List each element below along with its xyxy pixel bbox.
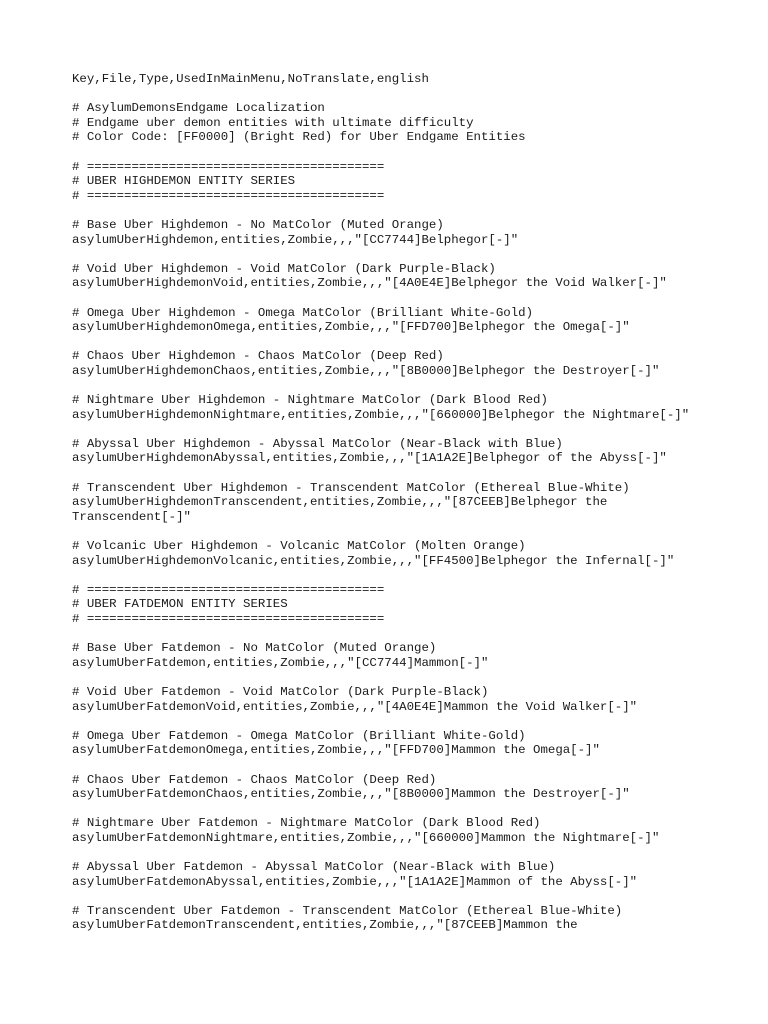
blank-line [72,714,712,729]
comment-line: # UBER FATDEMON ENTITY SERIES [72,597,288,612]
comment-line: # AsylumDemonsEndgame Localization [72,101,325,116]
comment-line: # Void Uber Highdemon - Void MatColor (Dark Purple-Black) [72,261,496,276]
data-row: asylumUberHighdemon,entities,Zombie,,,"[CC7744]Belphegor[-]" [72,232,519,247]
data-row: asylumUberFatdemonAbyssal,entities,Zombie,,,"[1A1A2E]Mammon of the Abyss[-]" [72,874,638,889]
comment-line: # ======================================== [72,188,385,203]
blank-line [72,145,712,160]
comment-line: # Chaos Uber Highdemon - Chaos MatColor (Deep Red) [72,349,444,364]
comment-line: # Omega Uber Fatdemon - Omega MatColor (Brilliant White-Gold) [72,728,526,743]
blank-line [72,568,712,583]
blank-line [72,335,712,350]
blank-line [72,87,712,102]
blank-line [72,247,712,262]
data-row: asylumUberHighdemonAbyssal,entities,Zombie,,,"[1A1A2E]Belphegor of the Abyss[-]" [72,451,667,466]
blank-line [72,422,712,437]
blank-line [72,802,712,817]
comment-line: # Transcendent Uber Highdemon - Transcendent MatColor (Ethereal Blue-White) [72,480,630,495]
blank-line [72,670,712,685]
comment-line: # ======================================== [72,611,385,626]
data-row: asylumUberHighdemonOmega,entities,Zombie,,,"[FFD700]Belphegor the Omega[-]" [72,320,630,335]
data-row: asylumUberHighdemonChaos,entities,Zombie,,,"[8B0000]Belphegor the Destroyer[-]" [72,363,660,378]
data-row: asylumUberFatdemonChaos,entities,Zombie,,,"[8B0000]Mammon the Destroyer[-]" [72,787,630,802]
comment-line: # Base Uber Highdemon - No MatColor (Muted Orange) [72,217,444,232]
data-row: asylumUberFatdemonVoid,entities,Zombie,,,"[4A0E4E]Mammon the Void Walker[-]" [72,699,638,714]
comment-line: # Volcanic Uber Highdemon - Volcanic MatColor (Molten Orange) [72,539,526,553]
blank-line [72,627,712,642]
data-row: asylumUberHighdemonVoid,entities,Zombie,,,"[4A0E4E]Belphegor the Void Walker[-]" [72,276,667,291]
blank-line [72,291,712,306]
data-row: asylumUberHighdemonTranscendent,entities,Zombie,,,"[87CEEB]Belphegor the [72,495,608,510]
comment-line: # Omega Uber Highdemon - Omega MatColor (Brilliant White-Gold) [72,305,534,320]
comment-line: # UBER HIGHDEMON ENTITY SERIES [72,174,296,189]
blank-line [72,524,712,539]
data-row: asylumUberFatdemonNightmare,entities,Zombie,,,"[660000]Mammon the Nightmare[-]" [72,830,660,845]
comment-line: # Abyssal Uber Fatdemon - Abyssal MatColor (Near-Black with Blue) [72,860,556,875]
comment-line: # Color Code: [FF0000] (Bright Red) for Uber Endgame Entities [72,130,526,145]
comment-line: # Nightmare Uber Fatdemon - Nightmare MatColor (Dark Blood Red) [72,816,541,831]
comment-line: # Abyssal Uber Highdemon - Abyssal MatColor (Near-Black with Blue) [72,436,563,451]
blank-line [72,889,712,904]
comment-line: # Base Uber Fatdemon - No MatColor (Muted Orange) [72,641,437,656]
data-row: asylumUberFatdemonOmega,entities,Zombie,,,"[FFD700]Mammon the Omega[-]" [72,743,600,758]
data-row: Key,File,Type,UsedInMainMenu,NoTranslate,english [72,72,429,86]
comment-line: # Nightmare Uber Highdemon - Nightmare MatColor (Dark Blood Red) [72,393,548,408]
blank-line [72,758,712,773]
comment-line: # ======================================== [72,159,385,174]
blank-line [72,203,712,218]
data-row: asylumUberHighdemonNightmare,entities,Zombie,,,"[660000]Belphegor the Nightmare[-]" [72,407,690,422]
document-page [72,72,712,933]
comment-line: # Endgame uber demon entities with ultimate difficulty [72,115,474,130]
comment-line: # Void Uber Fatdemon - Void MatColor (Dark Purple-Black) [72,684,489,699]
data-row: Transcendent[-]" [72,509,191,524]
data-row: asylumUberHighdemonVolcanic,entities,Zombie,,,"[FF4500]Belphegor the Infernal[-]" [72,553,675,568]
blank-line [72,845,712,860]
blank-line [72,378,712,393]
comment-line: # Chaos Uber Fatdemon - Chaos MatColor (Deep Red) [72,772,437,787]
data-row: asylumUberFatdemonTranscendent,entities,Zombie,,,"[87CEEB]Mammon the [72,918,578,933]
comment-line: # ======================================== [72,582,385,597]
comment-line: # Transcendent Uber Fatdemon - Transcendent MatColor (Ethereal Blue-White) [72,903,623,918]
data-row: asylumUberFatdemon,entities,Zombie,,,"[CC7744]Mammon[-]" [72,655,489,670]
blank-line [72,466,712,481]
